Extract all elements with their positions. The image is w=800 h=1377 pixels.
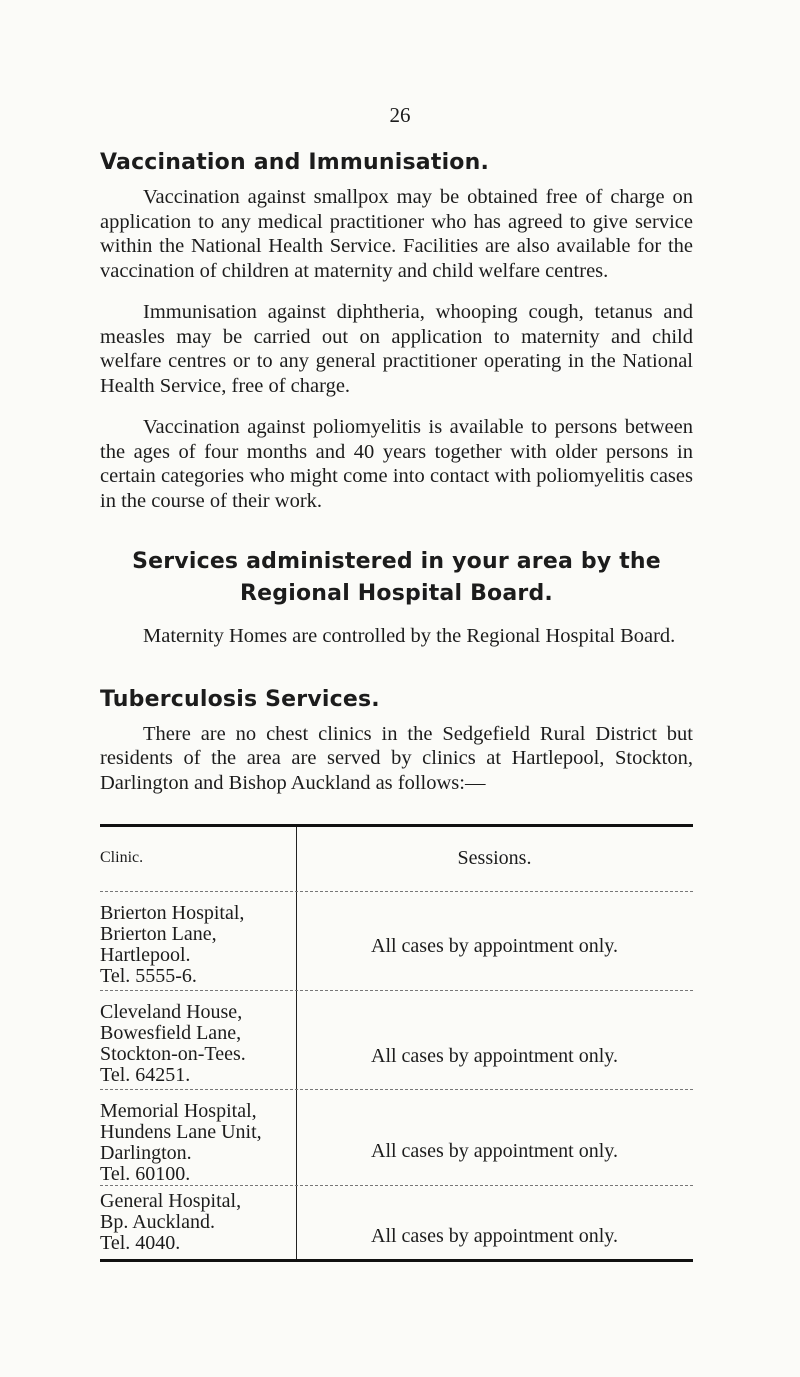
clinic-line: Bp. Auckland. <box>100 1211 215 1233</box>
clinic-line: Tel. 4040. <box>100 1232 181 1254</box>
clinic-line: Darlington. <box>100 1142 192 1164</box>
clinic-line: Tel. 64251. <box>100 1064 191 1086</box>
row-divider <box>100 990 693 991</box>
vaccination-heading: Vaccination and Immunisation. <box>100 150 490 175</box>
regional-heading-line-2: Regional Hospital Board. <box>240 581 553 606</box>
sessions-cell: All cases by appointment only. <box>371 1045 618 1067</box>
clinic-line: Memorial Hospital, <box>100 1100 257 1122</box>
tuberculosis-paragraph: There are no chest clinics in the Sedgefield Rural District but residents of the area are served by clinics at Hartlepool, Stockton, Darlington and Bishop Auckland as follows:— <box>100 722 693 794</box>
clinic-line: Tel. 5555-6. <box>100 965 197 987</box>
row-divider <box>100 891 693 892</box>
sessions-cell: All cases by appointment only. <box>371 1140 618 1162</box>
clinic-line: Stockton-on-Tees. <box>100 1043 246 1065</box>
vaccination-paragraph-2: Immunisation against diphtheria, whooping cough, tetanus and measles may be carried out on application to maternity and child welfare centres or to any general practitioner operating in the National Health Service, free of charge. <box>100 301 693 397</box>
tuberculosis-heading: Tuberculosis Services. <box>100 686 380 712</box>
clinic-line: Brierton Lane, <box>100 923 217 945</box>
page-number: 26 <box>389 103 411 127</box>
clinic-cell <box>100 1101 296 1185</box>
regional-heading-line-1: Services administered in your area by the <box>132 549 661 574</box>
row-divider <box>100 1089 693 1090</box>
clinic-line: General Hospital, <box>100 1190 242 1212</box>
vaccination-paragraph-1: Vaccination against smallpox may be obtained free of charge on application to any medical practitioner who has agreed to give service within the National Health Service. Facilities are also available for the vaccination of children at maternity and child welfare centres. <box>100 186 693 282</box>
sessions-column-header: Sessions. <box>457 847 532 869</box>
row-divider <box>100 1185 693 1186</box>
regional-paragraph: Maternity Homes are controlled by the Regional Hospital Board. <box>143 625 676 647</box>
clinic-line: Tel. 60100. <box>100 1163 191 1185</box>
clinic-line: Hartlepool. <box>100 944 191 966</box>
clinic-cell <box>100 1002 296 1086</box>
clinic-table <box>100 824 693 1262</box>
sessions-cell: All cases by appointment only. <box>371 935 618 957</box>
clinic-cell <box>100 1191 296 1254</box>
vaccination-paragraph-3: Vaccination against poliomyelitis is available to persons between the ages of four months and 40 years together with older persons in certain categories who might come into contact with poliomyelitis cases in the course of their work. <box>100 416 693 512</box>
clinic-column-header: Clinic. <box>100 849 144 866</box>
regional-heading <box>100 546 693 610</box>
document-body <box>100 150 693 795</box>
clinic-line: Hundens Lane Unit, <box>100 1121 262 1143</box>
clinic-line: Bowesfield Lane, <box>100 1022 242 1044</box>
clinic-line: Brierton Hospital, <box>100 902 245 924</box>
sessions-cell: All cases by appointment only. <box>371 1225 618 1247</box>
clinic-line: Cleveland House, <box>100 1001 243 1023</box>
clinic-cell <box>100 903 296 987</box>
